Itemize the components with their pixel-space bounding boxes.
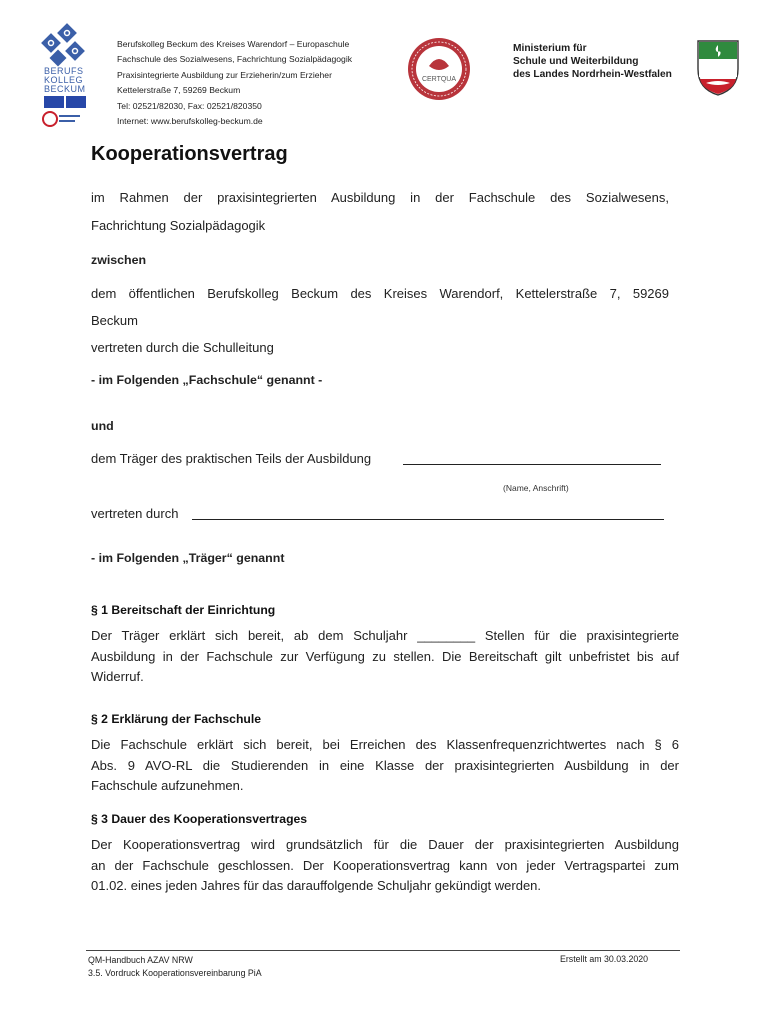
intro-line: Fachrichtung Sozialpädagogik (91, 218, 266, 233)
party2-name-field[interactable] (403, 464, 661, 465)
party2-alias: - im Folgenden „Träger“ genannt (91, 551, 285, 565)
partner-logo (42, 110, 82, 128)
party1-address-line: dem öffentlichen Berufskolleg Beckum des Kreises Warendorf, Kettelerstraße 7, 59269 (91, 286, 669, 301)
footer-document-reference: QM-Handbuch AZAV NRW 3.5. Vordruck Kooperationsvereinbarung PiA (88, 955, 262, 978)
section-heading: § 3 Dauer des Kooperationsvertrages (91, 812, 308, 826)
address-line: Internet: www.berufskolleg-beckum.de (117, 116, 263, 127)
party2-representative-field[interactable] (192, 519, 664, 520)
and-label: und (91, 419, 114, 433)
section-paragraph: Der Kooperationsvertrag wird grundsätzlich für die Dauer der praxisintegrierten Ausbildung an der Fachschule geschlossen. Der Kooperationsvertrag kann von jeder Vertragspartei zum 01.02. eines jeden Jahres für das darauffolgende Schuljahr gekündigt werden. (91, 837, 679, 893)
svg-text:CERTQUA: CERTQUA (421, 76, 457, 83)
section-paragraph: Der Träger erklärt sich bereit, ab dem Schuljahr ________ Stellen für die praxisintegrierte Ausbildung in der Fachschule zur Verfügung zu stellen. Die Bereitschaft gilt unbefristet bis auf Widerruf. (91, 628, 679, 684)
address-line: Berufskolleg Beckum des Kreises Warendorf – Europaschule (117, 39, 350, 49)
nrw-coat-of-arms-icon (696, 39, 740, 97)
certqua-seal-icon (403, 36, 475, 102)
europaschule-flag-icon (66, 96, 86, 108)
party1-representation: vertreten durch die Schulleitung (91, 340, 274, 355)
footer-created-date: Erstellt am 30.03.2020 (560, 954, 649, 964)
party2-field-hint: (Name, Anschrift) (503, 483, 569, 493)
party2-representation-label: vertreten durch (91, 506, 179, 521)
document-title: Kooperationsvertrag (91, 143, 288, 165)
address-line: Fachschule des Sozialwesens, Fachrichtung Sozialpädagogik (117, 54, 353, 65)
party1-alias: - im Folgenden „Fachschule“ genannt - (91, 373, 323, 387)
intro-line: im Rahmen der praxisintegrierten Ausbildung in der Fachschule des Sozialwesens, (91, 190, 669, 205)
address-line: Praxisintegrierte Ausbildung zur Erzieherin/zum Erzieher (117, 69, 332, 80)
address-line: Tel: 02521/82030, Fax: 02521/820350 (117, 100, 262, 111)
between-label: zwischen (91, 253, 147, 267)
eu-flag-icon (44, 96, 64, 108)
party2-label: dem Träger des praktischen Teils der Ausbildung (91, 451, 372, 466)
footer-divider (86, 950, 680, 951)
section-heading: § 2 Erklärung der Fachschule (91, 712, 262, 726)
section-paragraph: Die Fachschule erklärt sich bereit, bei Erreichen des Klassenfrequenzrichtwertes nach § 6 Abs. 9 AVO-RL die Studierenden in eine Klasse der praxisintegrierten Ausbildung in der Fachschule aufzunehmen. (91, 737, 679, 793)
address-line: Kettelerstraße 7, 59269 Beckum (117, 85, 241, 96)
section-heading: § 1 Bereitschaft der Einrichtung (91, 603, 276, 617)
school-address-block (117, 37, 352, 129)
party1-address-line: Beckum (91, 313, 138, 328)
ministry-logo-text: Ministerium für Schule und Weiterbildung des Landes Nordrhein-Westfalen (513, 43, 672, 80)
berufskolleg-logo-text: BERUFS KOLLEG BECKUM (44, 66, 86, 94)
